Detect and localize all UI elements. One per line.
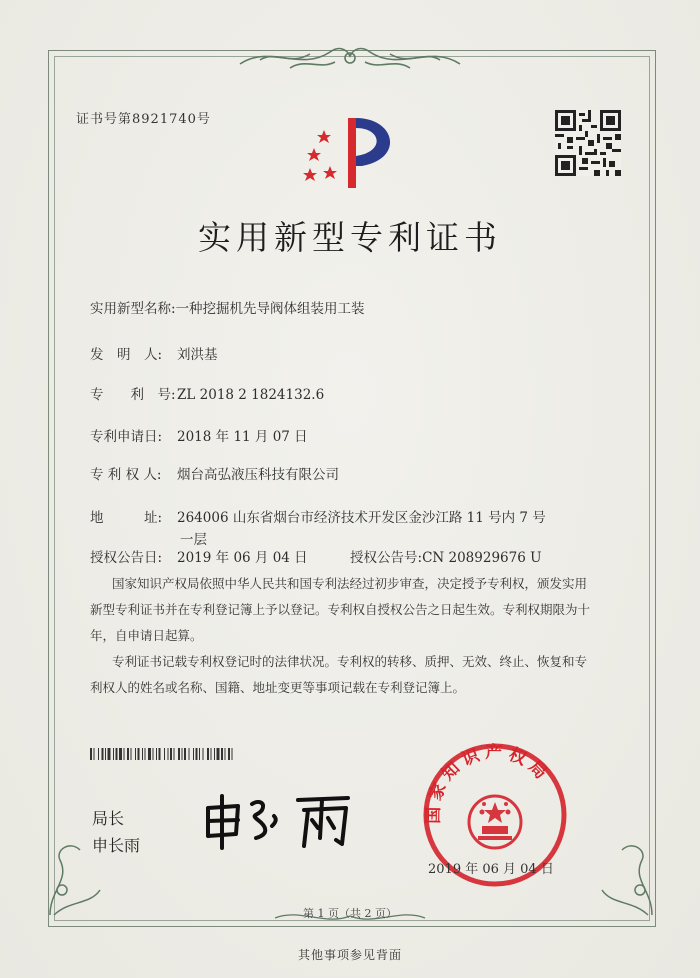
body-paragraph-1-line-3: 年，自申请日起算。 (90, 628, 203, 643)
page-number: 第 1 页（共 2 页） (303, 907, 397, 920)
filing-date-label: 专利申请日: (90, 429, 163, 445)
patent-number-row (90, 383, 324, 403)
address-row (90, 506, 546, 526)
patent-number-value: ZL 2018 2 1824132.6 (177, 387, 325, 403)
handwritten-signature (200, 790, 360, 850)
filing-date-row (90, 425, 308, 445)
grant-date-value: 2019 年 06 月 04 日 (177, 550, 308, 566)
seal-date: 2019 年 06 月 04 日 (428, 862, 554, 877)
patent-logo-icon (300, 108, 410, 190)
patentee-label: 专 利 权 人: (90, 467, 162, 483)
qr-code-icon (555, 110, 621, 176)
body-paragraph-1-line-1: 国家知识产权局依照中华人民共和国专利法经过初步审查，决定授予专利权，颁发实用 (112, 576, 588, 591)
top-ornament-icon (230, 38, 470, 78)
grant-number-row (350, 546, 541, 566)
footer-note: 其他事项参见背面 (297, 948, 402, 962)
barcode-icon (90, 748, 312, 760)
certificate-number: 证书号第8921740号 (76, 112, 211, 127)
inventor-label: 发 明 人: (90, 347, 163, 363)
filing-date-value: 2018 年 11 月 07 日 (177, 429, 308, 445)
grant-number-value: CN 208929676 U (422, 550, 542, 566)
patentee-row (90, 463, 339, 483)
patent-number-label: 专 利 号: (90, 387, 176, 403)
director-name: 申长雨 (92, 836, 141, 855)
address-label: 地 址: (90, 510, 163, 526)
inventor-value: 刘洪基 (177, 347, 218, 363)
body-paragraph-2-line-2: 利权人的姓名或名称、国籍、地址变更等事项记载在专利登记簿上。 (90, 680, 466, 695)
director-title: 局长 (92, 809, 125, 828)
inventor-row (90, 343, 218, 363)
grant-number-label: 授权公告号: (350, 550, 423, 566)
body-paragraph-2-line-1: 专利证书记载专利权登记时的法律状况。专利权的转移、质押、无效、终止、恢复和专 (112, 654, 588, 669)
body-paragraph-1-line-2: 新型专利证书并在专利登记簿上予以登记。专利权自授权公告之日起生效。专利权期限为十 (90, 602, 591, 617)
svg-text:国家知识产权局: 国家知识产权局 (423, 742, 555, 825)
utility-model-name-value: 一种挖掘机先导阀体组装用工装 (175, 301, 365, 317)
certificate-title: 实用新型专利证书 (198, 218, 502, 257)
utility-model-name-label: 实用新型名称: (90, 301, 176, 317)
address-value-line1: 264006 山东省烟台市经济技术开发区金沙江路 11 号内 7 号 (177, 510, 546, 526)
grant-date-label: 授权公告日: (90, 550, 163, 566)
utility-model-name-row (90, 297, 365, 317)
patentee-value: 烟台高弘液压科技有限公司 (177, 467, 339, 483)
grant-date-row (90, 546, 308, 566)
national-emblem-icon (469, 796, 521, 848)
address-value-line2: 一层 (180, 532, 207, 548)
